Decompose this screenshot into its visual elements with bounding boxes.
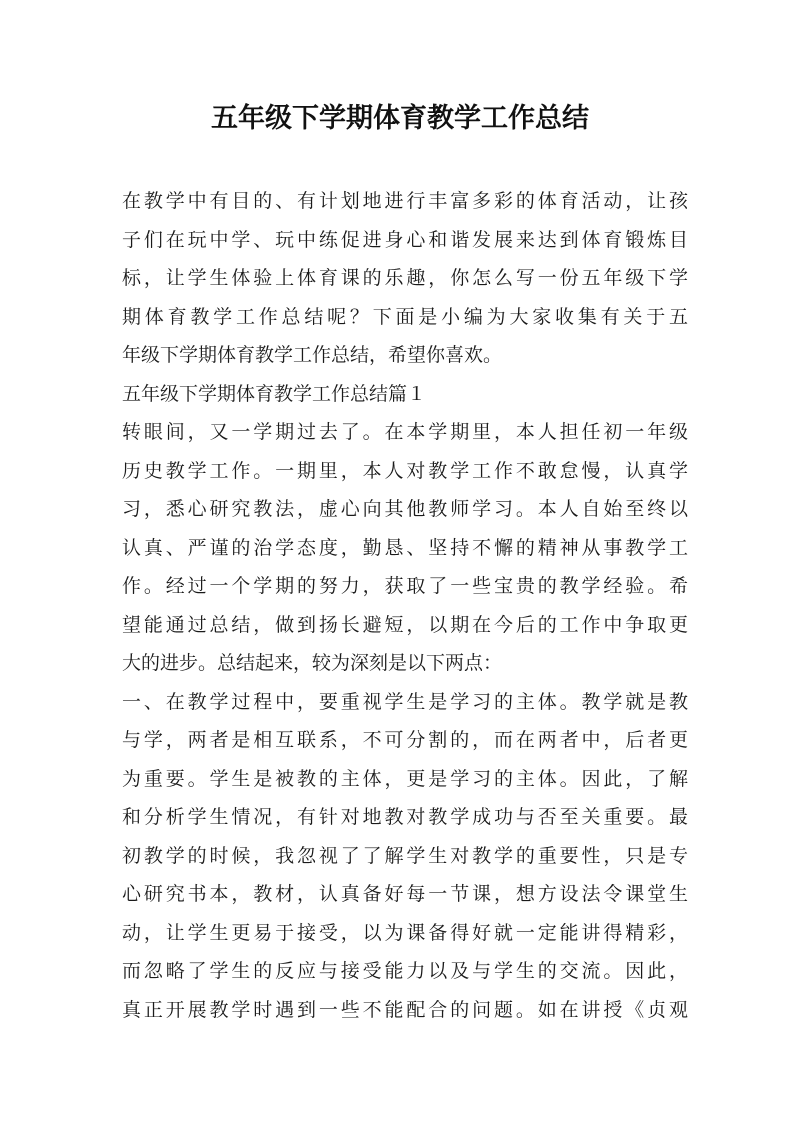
paragraph-line: 期体育教学工作总结呢？下面是小编为大家收集有关于五	[122, 305, 688, 328]
paragraph-line: 在教学中有目的、有计划地进行丰富多彩的体育活动，让孩	[122, 190, 688, 212]
section-heading: 五年级下学期体育教学工作总结篇１	[122, 382, 427, 405]
paragraph-line: 认真、严谨的治学态度，勤恳、坚持不懈的精神从事教学工	[122, 536, 688, 559]
paragraph-line: 年级下学期体育教学工作总结，希望你喜欢。	[122, 344, 503, 366]
document-title: 五年级下学期体育教学工作总结	[211, 103, 589, 134]
paragraph-line: 作。经过一个学期的努力，获取了一些宝贵的教学经验。希	[122, 575, 688, 597]
paragraph-line: 真正开展教学时遇到一些不能配合的问题。如在讲授《贞观	[122, 998, 688, 1021]
document-body	[122, 182, 688, 1029]
paragraph-line: 子们在玩中学、玩中练促进身心和谐发展来达到体育锻炼目	[122, 228, 688, 251]
paragraph-line: 标，让学生体验上体育课的乐趣，你怎么写一份五年级下学	[122, 267, 688, 289]
paragraph-line: 大的进步。总结起来，较为深刻是以下两点：	[122, 652, 503, 674]
paragraph-line: 习，悉心研究教法，虚心向其他教师学习。本人自始至终以	[122, 498, 688, 520]
paragraph-line: 转眼间，又一学期过去了。在本学期里，本人担任初一年级	[122, 421, 688, 443]
paragraph-line: 一、在教学过程中，要重视学生是学习的主体。教学就是教	[122, 690, 688, 713]
paragraph-line: 望能通过总结，做到扬长避短，以期在今后的工作中争取更	[122, 613, 688, 636]
paragraph-line: 初教学的时候，我忽视了了解学生对教学的重要性，只是专	[122, 844, 688, 867]
paragraph-line: 而忽略了学生的反应与接受能力以及与学生的交流。因此，	[122, 960, 688, 982]
paragraph-line: 为重要。学生是被教的主体，更是学习的主体。因此，了解	[122, 767, 688, 790]
paragraph-line: 动，让学生更易于接受，以为课备得好就一定能讲得精彩，	[122, 921, 688, 944]
paragraph-line: 和分析学生情况，有针对地教对教学成功与否至关重要。最	[122, 806, 688, 828]
paragraph-line: 心研究书本，教材，认真备好每一节课，想方设法令课堂生	[122, 883, 688, 905]
paragraph-line: 历史教学工作。一期里，本人对教学工作不敢怠慢，认真学	[122, 459, 688, 482]
paragraph-line: 与学，两者是相互联系，不可分割的，而在两者中，后者更	[122, 729, 688, 751]
